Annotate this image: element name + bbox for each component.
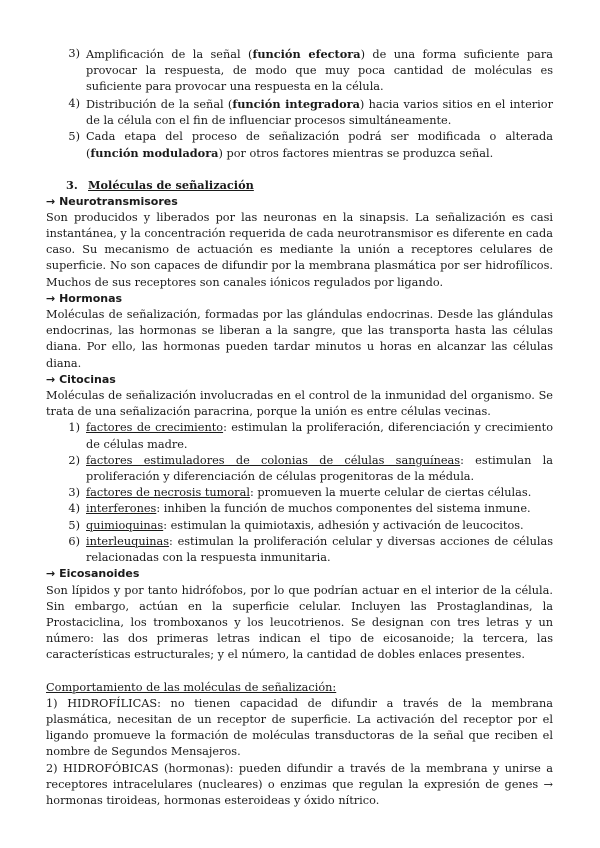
underlined-term: interleuquinas [86,534,170,548]
arrow-icon: → [46,567,56,581]
list-item: 5) quimioquinas: estimulan la quimiotaxis, adhesión y activación de leucocitos. [46,518,553,534]
section-heading [46,177,553,193]
list-number: 5) [68,130,80,144]
citocinas-list [46,420,553,566]
bold-term: función integradora [232,96,360,111]
bold-term: función efectora [252,47,361,61]
citocinas-text: Moléculas de señalización involucradas en el control de la inmunidad del organismo. Se trata de una señalización paracrina, porque la unión es entre células vecinas. [46,389,553,419]
comportamiento-hidrofilicas: 1) HIDROFÍLICAS: no tienen capacidad de difundir a través de la membrana plasmática, necesitan de un receptor de superficie. La activación del receptor por el ligando promueve la formación de moléculas transductoras de la señal que reciben el nombre de Segundos Mensajeros. [46,696,553,759]
heading-hormonas: → Hormonas [46,291,123,305]
comportamiento-hidrofobicas: 2) HIDROFÓBICAS (hormonas): pueden difundir a través de la membrana y unirse a receptores intracelulares (nucleares) o enzimas que regulan la expresión de genes → hormonas tiroideas, hormonas esteroideas y óxido nítrico. [46,761,553,807]
list-item: 3) Amplificación de la señal (función efectora) de una forma suficiente para provocar la respuesta, de modo que muy poca cantidad de moléculas es suficiente para provocar una respuesta en la célula. [46,46,553,96]
list-number: 3) [68,486,80,500]
list-number: 2) [68,453,80,467]
list-number: 1) [68,421,80,435]
list-item: 2) factores estimuladores de colonias de células sanguíneas: estimulan la proliferación y diferenciación de células progenitoras de la médula. [46,453,553,485]
hormonas-text: Moléculas de señalización, formadas por las glándulas endocrinas. Desde las glándulas endocrinas, las hormonas se liberan a la sangre, que las transporta hasta las células diana. Por ello, las hormonas pueden tardar minutos u horas en alcanzar las células diana. [46,308,553,370]
list-number: 4) [68,96,80,110]
list-item: 4) interferones: inhiben la función de muchos componentes del sistema inmune. [46,501,553,517]
page-content [46,46,553,809]
eicosanoides-text: Son lípidos y por tanto hidrófobos, por lo que podrían actuar en el interior de la célula. Sin embargo, actúan en la superficie celular. Incluyen las Prostaglandinas, la Prostaciclina, los tromboxanos y los leucotrienos. Se designan con tres letras y un número: las dos primeras letras indican el tipo de eicosanoide; la tercera, las características estructurales; y el número, la cantidad de dobles enlaces presentes. [46,583,553,662]
list-item: 6) interleuquinas: estimulan la proliferación celular y diversas acciones de células relacionadas con la respuesta inmunitaria. [46,534,553,566]
underlined-term: interferones [86,502,157,516]
list-number: 6) [68,534,80,548]
section-title: Moléculas de señalización [88,178,254,193]
arrow-icon: → [46,194,56,208]
list-number: 3) [68,47,80,60]
underlined-term: factores de crecimiento [86,421,224,435]
arrow-icon: → [46,291,56,305]
list-item: 3) factores de necrosis tumoral: promueven la muerte celular de ciertas células. [46,485,553,501]
bold-term: función moduladora [90,146,219,161]
underlined-term: factores estimuladores de colonias de células sanguíneas [86,453,461,467]
list-item: 1) factores de crecimiento: estimulan la proliferación, diferenciación y crecimiento de células madre. [46,420,553,452]
comportamiento-title: Comportamiento de las moléculas de señalización: [46,680,337,694]
signal-function-list [46,46,553,162]
arrow-icon: → [46,372,56,386]
list-number: 4) [68,502,80,516]
underlined-term: factores de necrosis tumoral [86,486,250,500]
list-number: 5) [68,518,80,532]
section-number: 3. [66,178,78,193]
list-item: 4) Distribución de la señal (función integradora) hacia varios sitios en el interior de la célula con el fin de influenciar procesos simultáneamente. [46,96,553,129]
heading-neurotransmisores: → Neurotransmisores [46,194,178,208]
list-item: 5) Cada etapa del proceso de señalización podrá ser modificada o alterada (función moduladora) por otros factores mientras se produzca señal. [46,129,553,162]
heading-eicosanoides: → Eicosanoides [46,567,140,581]
neurotransmisores-text: Son producidos y liberados por las neuronas en la sinapsis. La señalización es casi instantánea, y la concentración requerida de cada neurotransmisor es diferente en cada caso. Su mecanismo de actuación es mediante la unión a receptores celulares de superficie. No son capaces de difundir por la membrana plasmática por ser hidrofílicos. Muchos de sus receptores son canales iónicos regulados por ligando. [46,210,553,289]
heading-citocinas: → Citocinas [46,372,116,386]
underlined-term: quimioquinas [86,518,164,532]
